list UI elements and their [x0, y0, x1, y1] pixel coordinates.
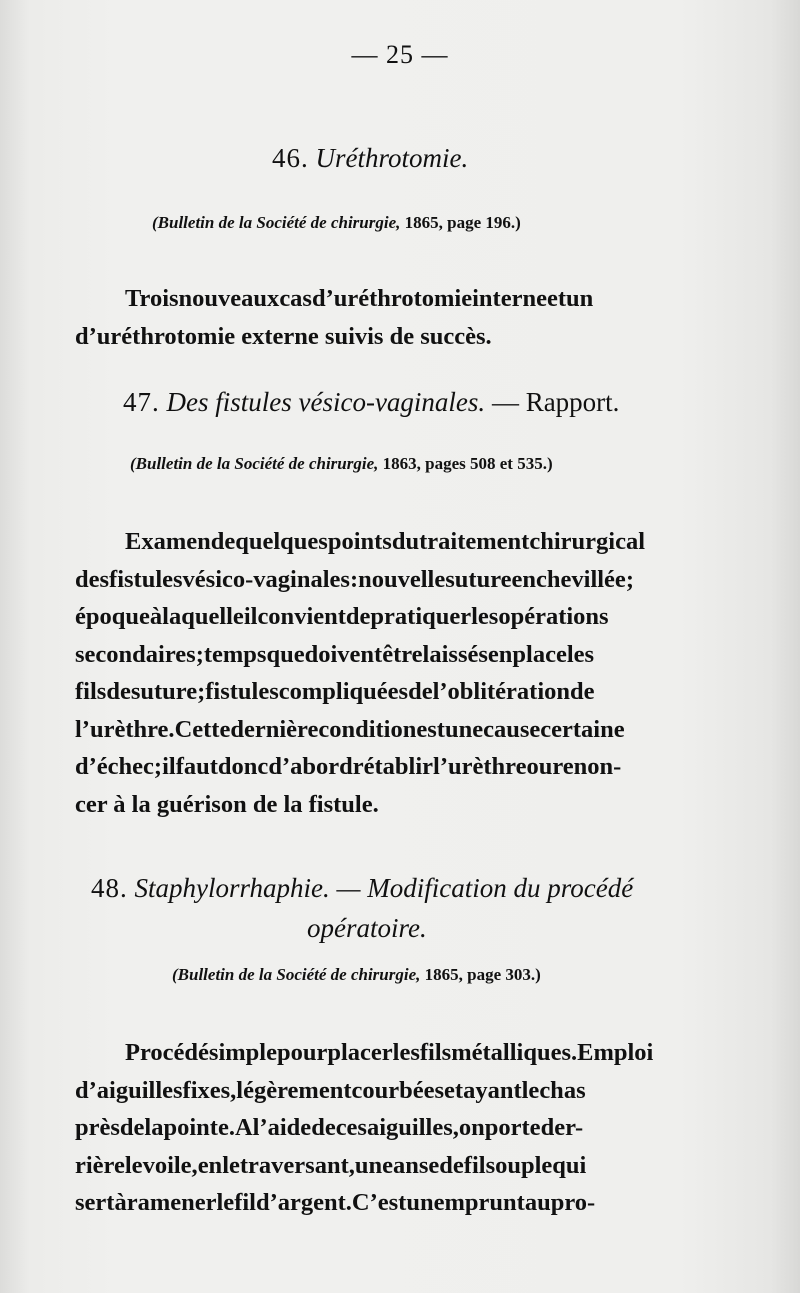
section-47-number: 47.: [123, 387, 160, 417]
section-47-title-tail: — Rapport.: [491, 387, 620, 417]
page-number: — 25 —: [351, 40, 449, 69]
section-47-line: filsdesuture;fistulescompliquéesdel’oblitérationde: [75, 678, 595, 705]
section-48-ref-pages: 1865, page 303.): [424, 965, 541, 984]
section-46-ref-pages: 1865, page 196.): [404, 213, 521, 232]
section-47-body: [75, 523, 675, 823]
section-46-title: Uréthrotomie.: [315, 143, 469, 173]
section-48-line: Procédésimplepourplacerlesfilsmétalliques.Emploi: [125, 1039, 654, 1066]
section-48-ref-source: (Bulletin de la Société de chirurgie,: [172, 965, 421, 984]
section-46-heading: [272, 143, 468, 174]
section-47-title: Des fistules vésico-vaginales.: [166, 387, 486, 417]
section-48-body: [75, 1034, 675, 1222]
section-47-line: secondaires;tempsquedoiventêtrelaissésenplaceles: [75, 640, 595, 668]
section-47-line: époqueàlaquelleilconvientdepratiquerlesopérations: [75, 603, 609, 630]
section-48-heading: [91, 873, 633, 904]
section-48-line: d’aiguillesfixes,légèrementcourbéesetayantlechas: [75, 1076, 586, 1104]
section-48-reference: [172, 965, 541, 985]
section-47-line: d’échec;ilfautdoncd’abordrétablirl’urèthreourenon-: [75, 753, 622, 780]
section-48-line: rièrelevoile,enletraversant,uneansedefilsouplequi: [75, 1151, 587, 1179]
section-48-heading-line2: [307, 913, 427, 944]
section-48-line: prèsdelapointe.Al’aidedecesaiguilles,onporteder-: [75, 1114, 584, 1141]
section-48-line: sertàramenerlefild’argent.C’estunempruntaupro-: [75, 1189, 596, 1216]
section-47-ref-source: (Bulletin de la Société de chirurgie,: [130, 454, 379, 473]
section-46-ref-source: (Bulletin de la Société de chirurgie,: [152, 213, 401, 232]
section-47-line: cer à la guérison de la fistule.: [75, 790, 379, 818]
section-47-line: l’urèthre.Cettedernièreconditionestunecausecertaine: [75, 715, 625, 743]
section-46-line: Troisnouveauxcasd’uréthrotomieinterneetun: [125, 285, 594, 312]
section-47-line: desfistulesvésico-vaginales:nouvellesutureenchevillée;: [75, 565, 634, 593]
section-46-body: [75, 280, 675, 355]
section-47-ref-pages: 1863, pages 508 et 535.): [382, 454, 553, 473]
section-48-number: 48.: [91, 873, 128, 903]
section-47-line: Examendequelquespointsdutraitementchirurgical: [125, 528, 645, 555]
section-48-title: Staphylorrhaphie. — Modification du procédé: [134, 873, 634, 903]
section-46-number: 46.: [272, 143, 309, 173]
section-46-line: d’uréthrotomie externe suivis de succès.: [75, 322, 492, 350]
section-47-reference: [130, 454, 553, 474]
section-47-heading: [123, 387, 619, 418]
section-46-reference: [152, 213, 521, 233]
section-48-title-line2: opératoire.: [307, 913, 427, 943]
